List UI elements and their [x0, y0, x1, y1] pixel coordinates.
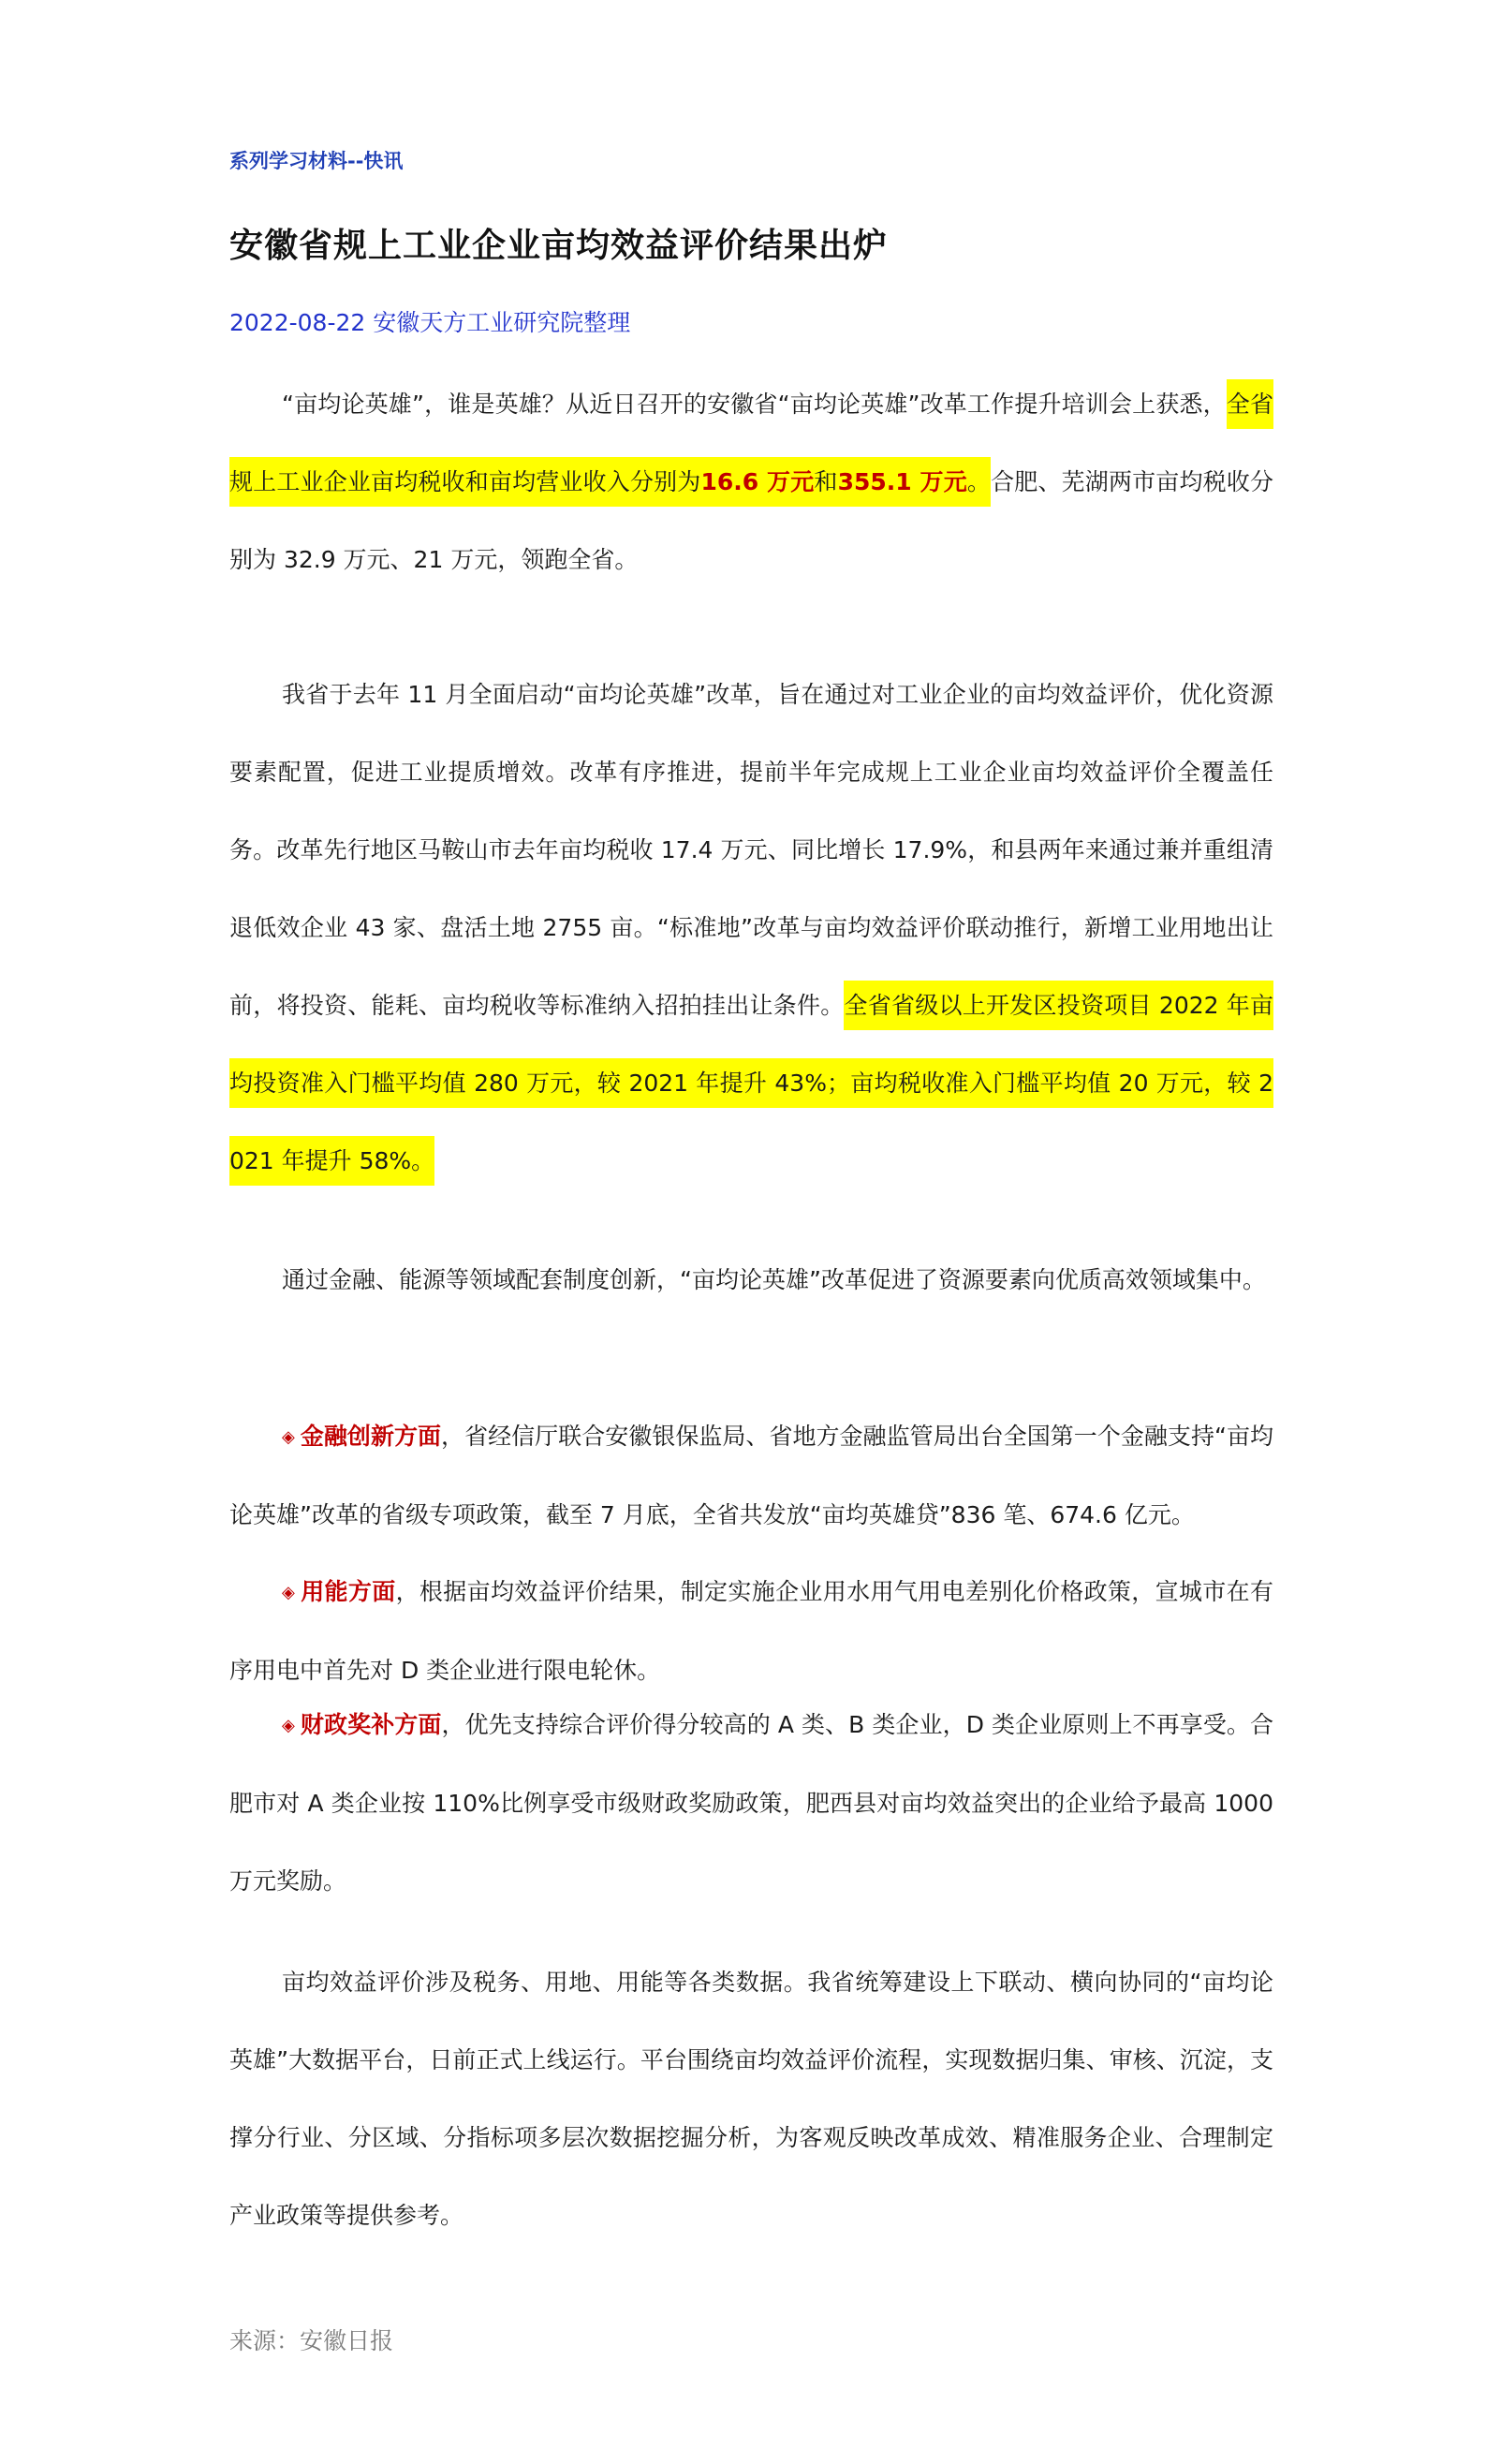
p1-value-tax: 16.6 万元: [700, 468, 815, 495]
p2-highlight: 全省省级以上开发区投资项目 2022 年亩均投资准入门槛平均值 280 万元，较 2021 年提升 43%；亩均税收准入门槛平均值 20 万元，较 2021 年提升 58%。: [229, 981, 1273, 1186]
energy-label: 用能方面: [300, 1578, 396, 1605]
finance-label: 金融创新方面: [300, 1423, 442, 1450]
finance-text: ，省经信厅联合安徽银保监局、省地方金融监管局出台全国第一个金融支持“亩均论英雄”改革的省级专项政策，截至 7 月底，全省共发放“亩均英雄贷”836 笔、674.6 亿元。: [229, 1423, 1273, 1528]
diamond-bullet-icon: ◈: [282, 1583, 295, 1602]
diamond-bullet-icon: ◈: [282, 1716, 295, 1735]
fiscal-label: 财政奖补方面: [300, 1711, 442, 1738]
paragraph-7: [229, 1943, 1273, 2254]
paragraph-1: [229, 365, 1273, 598]
article-meta: 2022-08-22 安徽天方工业研究院整理: [229, 309, 631, 336]
energy-text: ，根据亩均效益评价结果，制定实施企业用水用气用电差别化价格政策，宣城市在有序用电中首先对 D 类企业进行限电轮休。: [229, 1578, 1273, 1684]
paragraph-finance: [229, 1397, 1273, 1554]
p1-value-revenue: 355.1 万元: [837, 468, 967, 495]
series-label: 系列学习材料--快讯: [229, 150, 404, 172]
source-note: 来源：安徽日报: [229, 2327, 394, 2354]
fiscal-text: ，优先支持综合评价得分较高的 A 类、B 类企业，D 类企业原则上不再享受。合肥市对 A 类企业按 110%比例享受市级财政奖励政策，肥西县对亩均效益突出的企业给予最高 1000 万元奖励。: [229, 1711, 1273, 1895]
p1-text-b: 合肥、芜湖两市亩均税收分别为 32.9 万元、21 万元，领跑全省。: [229, 468, 1274, 573]
p1-hl-c: 。: [966, 468, 992, 495]
p3-text: 通过金融、能源等领域配套制度创新，“亩均论英雄”改革促进了资源要素向优质高效领域集中。: [282, 1266, 1266, 1293]
paragraph-fiscal: [229, 1686, 1273, 1920]
p2-text: 我省于去年 11 月全面启动“亩均论英雄”改革，旨在通过对工业企业的亩均效益评价，优化资源要素配置，促进工业提质增效。改革有序推进，提前半年完成规上工业企业亩均效益评价全覆盖任务。改革先行地区马鞍山市去年亩均税收 17.4 万元、同比增长 17.9%，和县两年来通过兼并重组清退低效企业 43 家、盘活土地 2755 亩。“标准地”改革与亩均效益评价联动推行，新增工业用地出让前，将投资、能耗、亩均税收等标准纳入招拍挂出让条件。: [229, 681, 1273, 1019]
paragraph-2: [229, 656, 1273, 1200]
p1-text-a: “亩均论英雄”，谁是英雄？从近日召开的安徽省“亩均论英雄”改革工作提升培训会上获悉，: [282, 391, 1227, 418]
paragraph-3: [229, 1241, 1273, 1319]
p1-hl-b: 和: [814, 468, 838, 495]
diamond-bullet-icon: ◈: [282, 1427, 295, 1447]
p1-hl-a: 全省规上工业企业亩均税收和亩均营业收入分别为: [229, 391, 1273, 495]
p7-text: 亩均效益评价涉及税务、用地、用能等各类数据。我省统筹建设上下联动、横向协同的“亩均论英雄”大数据平台，日前正式上线运行。平台围绕亩均效益评价流程，实现数据归集、审核、沉淀，支撑分行业、分区域、分指标项多层次数据挖掘分析，为客观反映改革成效、精准服务企业、合理制定产业政策等提供参考。: [229, 1969, 1273, 2229]
article-title: 安徽省规上工业企业亩均效益评价结果出炉: [229, 227, 889, 265]
